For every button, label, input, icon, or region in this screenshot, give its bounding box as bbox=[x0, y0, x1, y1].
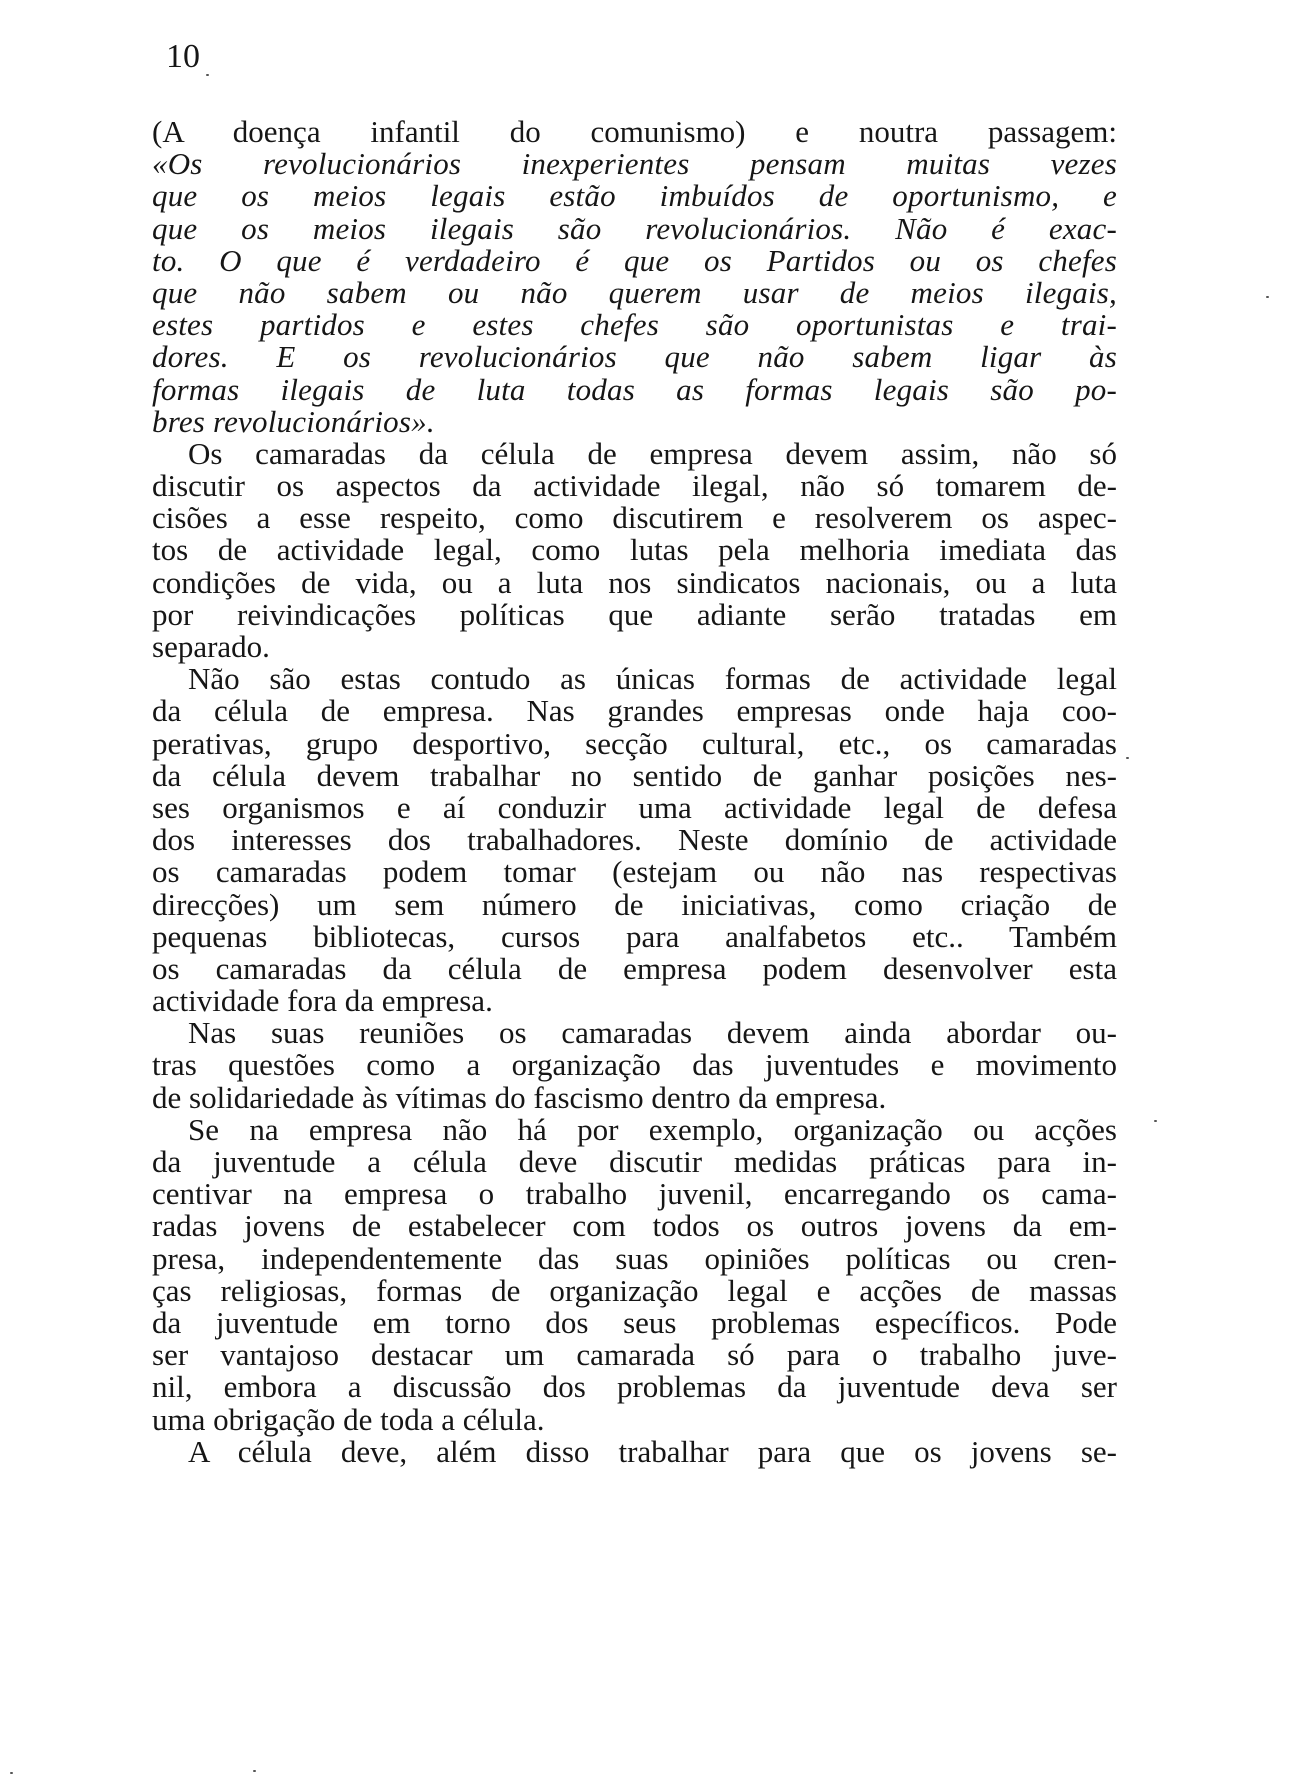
text-line: os camaradas da célula de empresa podem desenvolver esta bbox=[152, 950, 1117, 986]
text-line: dos interesses dos trabalhadores. Neste domínio de actividade bbox=[152, 822, 1117, 858]
print-speck bbox=[206, 74, 209, 76]
text-line: ses organismos e aí conduzir uma actividade legal de defesa bbox=[152, 789, 1117, 825]
print-speck bbox=[10, 1772, 13, 1774]
text-line: discutir os aspectos da actividade ilegal, não só tomarem de- bbox=[152, 468, 1117, 504]
print-speck bbox=[1266, 296, 1269, 298]
text-line: da célula devem trabalhar no sentido de ganhar posições nes- bbox=[152, 757, 1117, 793]
text-line: A célula deve, além disso trabalhar para que os jovens se- bbox=[188, 1433, 1117, 1469]
print-speck bbox=[1126, 757, 1129, 759]
body-text bbox=[152, 116, 1117, 1468]
text-line: ser vantajoso destacar um camarada só para o trabalho juve- bbox=[152, 1337, 1117, 1373]
text-line: uma obrigação de toda a célula. bbox=[152, 1401, 545, 1437]
print-speck bbox=[253, 1770, 256, 1772]
text-line: actividade fora da empresa. bbox=[152, 983, 493, 1019]
text-line: radas jovens de estabelecer com todos os outros jovens da em- bbox=[152, 1208, 1117, 1244]
text-line: direcções) um sem número de iniciativas, como criação de bbox=[152, 886, 1117, 922]
text-line: Não são estas contudo as únicas formas de actividade legal bbox=[188, 661, 1117, 697]
text-line: ças religiosas, formas de organização legal e acções de massas bbox=[152, 1272, 1117, 1308]
text-line: tos de actividade legal, como lutas pela melhoria imediata das bbox=[152, 532, 1117, 568]
quote-line: «Os revolucionários inexperientes pensam muitas vezes bbox=[152, 146, 1117, 182]
print-speck bbox=[1154, 1120, 1157, 1122]
text-line: por reivindicações políticas que adiante serão tratadas em bbox=[152, 596, 1117, 632]
page-number: 10 bbox=[166, 38, 200, 75]
quote-line: to. O que é verdadeiro é que os Partidos ou os chefes bbox=[152, 242, 1117, 278]
text-line: nil, embora a discussão dos problemas da juventude deva ser bbox=[152, 1369, 1117, 1405]
text-line: pequenas bibliotecas, cursos para analfabetos etc.. Também bbox=[152, 918, 1117, 954]
quote-line: dores. E os revolucionários que não sabem ligar às bbox=[152, 339, 1117, 375]
text-line: da célula de empresa. Nas grandes empresas onde haja coo- bbox=[152, 693, 1117, 729]
text-line: da juventude em torno dos seus problemas específicos. Pode bbox=[152, 1304, 1117, 1340]
text-line: perativas, grupo desportivo, secção cultural, etc., os camaradas bbox=[152, 725, 1117, 761]
text-line: presa, independentemente das suas opiniões políticas ou cren- bbox=[152, 1240, 1117, 1276]
text-line: tras questões como a organização das juventudes e movimento bbox=[152, 1047, 1117, 1083]
quote-line: bres revolucionários». bbox=[152, 403, 435, 439]
text-line: Nas suas reuniões os camaradas devem ainda abordar ou- bbox=[188, 1015, 1117, 1051]
text-line: de solidariedade às vítimas do fascismo dentro da empresa. bbox=[152, 1079, 887, 1115]
text-line: (A doença infantil do comunismo) e noutra passagem: bbox=[152, 114, 1117, 149]
text-line: da juventude a célula deve discutir medidas práticas para in- bbox=[152, 1144, 1117, 1179]
quote-line: estes partidos e estes chefes são oportunistas e trai- bbox=[152, 307, 1117, 343]
text-line: condições de vida, ou a luta nos sindicatos nacionais, ou a luta bbox=[152, 564, 1117, 600]
text-line: Se na empresa não há por exemplo, organização ou acções bbox=[188, 1111, 1117, 1147]
text-line: centivar na empresa o trabalho juvenil, encarregando os cama- bbox=[152, 1176, 1117, 1212]
text-line: os camaradas podem tomar (estejam ou não nas respectivas bbox=[152, 854, 1117, 890]
quote-line: que não sabem ou não querem usar de meios ilegais, bbox=[152, 274, 1117, 310]
text-line: cisões a esse respeito, como discutirem e resolverem os aspec- bbox=[152, 500, 1117, 536]
text-line: separado. bbox=[152, 629, 270, 664]
quote-line: que os meios legais estão imbuídos de oportunismo, e bbox=[152, 178, 1117, 214]
quote-line: que os meios ilegais são revolucionários. Não é exac- bbox=[152, 210, 1117, 246]
text-line: Os camaradas da célula de empresa devem assim, não só bbox=[188, 435, 1117, 471]
quote-line: formas ilegais de luta todas as formas legais são po- bbox=[152, 371, 1117, 407]
